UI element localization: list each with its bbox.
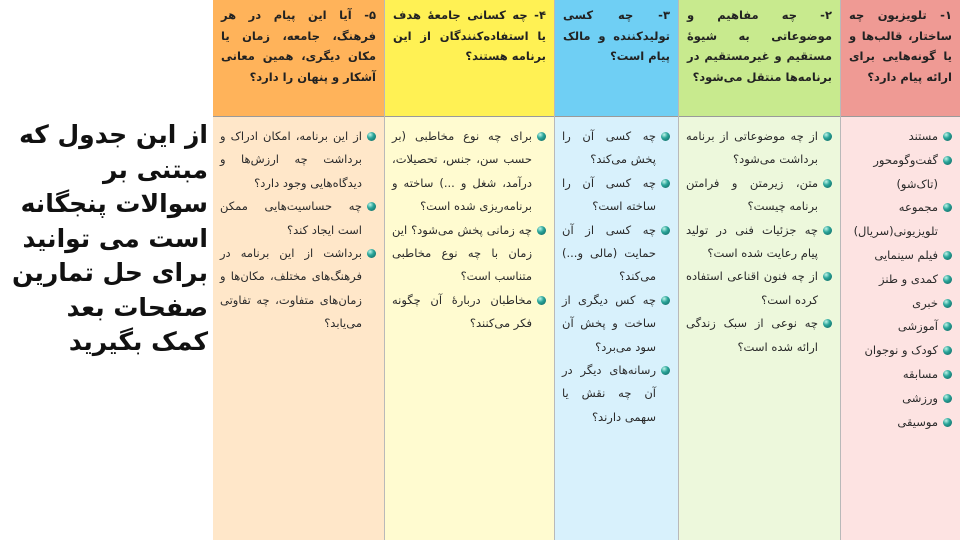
- bullet-icon: [943, 322, 952, 331]
- column-3-body: [555, 117, 678, 540]
- bullet-icon: [661, 132, 670, 141]
- bullet-icon: [537, 296, 546, 305]
- column-2-concepts: [679, 0, 841, 540]
- bullet-icon: [661, 179, 670, 188]
- list-item: ورزشی: [848, 387, 952, 411]
- list-item: خبری: [848, 292, 952, 316]
- column-3-producer: [555, 0, 679, 540]
- bullet-icon: [823, 319, 832, 328]
- list-item: مسابقه: [848, 363, 952, 387]
- list-item: چه زمانی پخش می‌شود؟ این زمان با چه نوع مخاطبی متناسب است؟: [392, 219, 546, 289]
- list-item: آموزشی: [848, 315, 952, 339]
- bullet-icon: [661, 366, 670, 375]
- bullet-icon: [943, 251, 952, 260]
- column-1-body: [841, 117, 960, 540]
- column-1-header: ۱- تلویزیون چه ساختار، قالب‌ها و یا گونه‌هایی برای ارائه پیام دارد؟: [841, 0, 960, 117]
- bullet-icon: [943, 346, 952, 355]
- five-questions-table: [213, 0, 960, 540]
- bullet-icon: [661, 226, 670, 235]
- bullet-icon: [943, 156, 952, 165]
- bullet-icon: [943, 394, 952, 403]
- list-item: مستند: [848, 125, 952, 149]
- column-4-header: ۴- چه کسانی جامعهٔ هدف یا استفاده‌کنندگان از این برنامه هستند؟: [385, 0, 554, 117]
- bullet-icon: [823, 226, 832, 235]
- list-item: چه کسی آن را پخش می‌کند؟: [562, 125, 670, 172]
- bullet-icon: [943, 299, 952, 308]
- list-item: از چه موضوعاتی از برنامه برداشت می‌شود؟: [686, 125, 832, 172]
- bullet-icon: [367, 132, 376, 141]
- column-2-body: [679, 117, 840, 540]
- list-item: مخاطبان دربارهٔ آن چگونه فکر می‌کنند؟: [392, 289, 546, 336]
- side-instruction-text: از این جدول که مبتنی بر سوالات پنجگانه است می توانید برای حل تمارین صفحات بعد کمک بگیرید: [12, 120, 208, 356]
- bullet-icon: [367, 202, 376, 211]
- column-1-formats: [841, 0, 960, 540]
- bullet-icon: [943, 132, 952, 141]
- list-item: چه حساسیت‌هایی ممکن است ایجاد کند؟: [220, 195, 376, 242]
- bullet-icon: [537, 226, 546, 235]
- column-4-audience: [385, 0, 555, 540]
- list-item: کودک و نوجوان: [848, 339, 952, 363]
- list-item: کمدی و طنز: [848, 268, 952, 292]
- list-item: چه نوعی از سبک زندگی ارائه شده است؟: [686, 312, 832, 359]
- column-2-header: ۲- چه مفاهیم و موضوعاتی به شیوهٔ مستقیم و غیرمستقیم در برنامه‌ها منتقل می‌شود؟: [679, 0, 840, 117]
- list-item: گفت‌وگومحور (تاک‌شو): [848, 149, 952, 197]
- bullet-icon: [367, 249, 376, 258]
- column-5-body: [213, 117, 384, 540]
- column-5-header: ۵- آیا این پیام در هر فرهنگ، جامعه، زمان یا مکان دیگری، همین معانی آشکار و پنهان را دارد؟: [213, 0, 384, 117]
- list-item: برداشت از این برنامه در فرهنگ‌های مختلف، مکان‌ها و زمان‌های متفاوت، چه تفاوتی می‌یابد؟: [220, 242, 376, 336]
- bullet-icon: [537, 132, 546, 141]
- column-5-meanings: [213, 0, 385, 540]
- list-item: از این برنامه، امکان ادراک و برداشت چه ارزش‌ها و دیدگاه‌هایی وجود دارد؟: [220, 125, 376, 195]
- list-item: چه جزئیات فنی در تولید پیام رعایت شده است؟: [686, 219, 832, 266]
- column-3-header: ۳- چه کسی تولیدکننده و مالک پیام است؟: [555, 0, 678, 117]
- list-item: چه کسی از آن حمایت (مالی و...) می‌کند؟: [562, 219, 670, 289]
- bullet-icon: [823, 179, 832, 188]
- list-item: مجموعه تلویزیونی(سریال): [848, 196, 952, 244]
- list-item: رسانه‌های دیگر در آن چه نقش یا سهمی دارند؟: [562, 359, 670, 429]
- bullet-icon: [823, 272, 832, 281]
- bullet-icon: [823, 132, 832, 141]
- list-item: موسیقی: [848, 411, 952, 435]
- list-item: متن، زیرمتن و فرامتن برنامه چیست؟: [686, 172, 832, 219]
- bullet-icon: [943, 275, 952, 284]
- bullet-icon: [943, 370, 952, 379]
- list-item: چه کس دیگری از ساخت و پخش آن سود می‌برد؟: [562, 289, 670, 359]
- bullet-icon: [943, 203, 952, 212]
- list-item: از چه فنون اقناعی استفاده کرده است؟: [686, 265, 832, 312]
- bullet-icon: [943, 418, 952, 427]
- column-4-body: [385, 117, 554, 540]
- list-item: چه کسی آن را ساخته است؟: [562, 172, 670, 219]
- list-item: فیلم سینمایی: [848, 244, 952, 268]
- list-item: برای چه نوع مخاطبی (بر حسب سن، جنس، تحصیلات، درآمد، شغل و ...) ساخته و برنامه‌ریزی شده است؟: [392, 125, 546, 219]
- bullet-icon: [661, 296, 670, 305]
